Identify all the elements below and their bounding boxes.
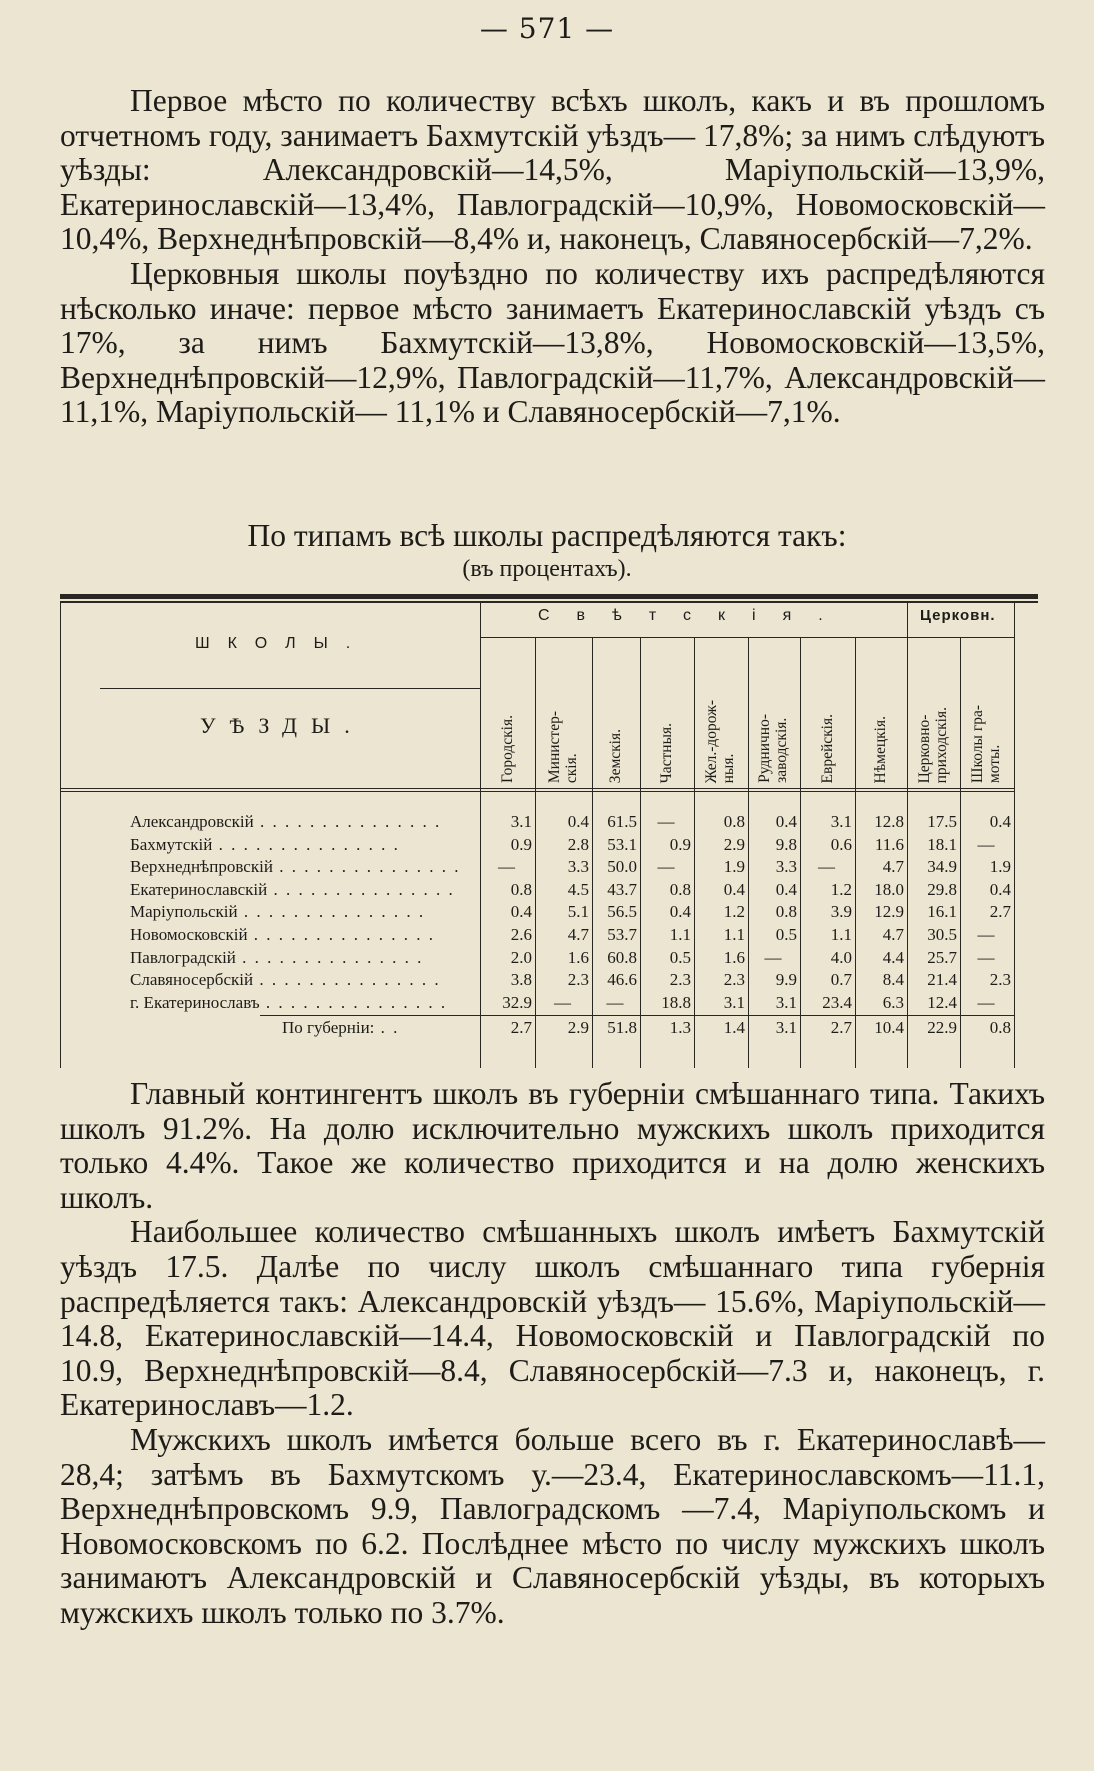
table-cell: 1.6 [723,947,745,967]
leader-dots: . . . . . . . . . . . . . . . [212,834,400,854]
table-cell: 0.6 [830,834,852,854]
leader-dots: . . . . . . . . . . . . . . . [259,992,448,1012]
table-cell: 0.9 [510,834,532,854]
table-cell: — [657,857,675,877]
table-cell: 12.4 [927,992,957,1012]
table-cell: 5.1 [567,902,589,922]
column-header: Земскія. [607,728,624,783]
table-cell: 2.3 [723,970,745,990]
table-cell: 1.2 [830,879,852,899]
header-districts: УѢЗДЫ. [200,713,364,738]
leader-dots: . . . . . . . . . . . . . . . [253,812,442,831]
table-cell: — [554,992,571,1012]
leader-dots: . . . . . . . . . . . . . . . [235,947,424,967]
table-cell: 51.8 [607,1018,637,1037]
row-label: Екатеринославскій [130,879,268,899]
table-cell: 4.4 [882,947,904,967]
table-cell: 6.3 [882,992,904,1012]
column-header: Министер- скія. [545,710,580,783]
total-rule [260,1015,1014,1016]
table-cell: 3.1 [510,812,532,831]
table-cell: 0.9 [669,834,691,854]
table-cell: 4.7 [882,857,904,877]
table-cell: 53.1 [607,834,637,854]
table-cell: 3.3 [567,857,589,877]
table-cell: 0.8 [723,812,745,831]
table-cell: 2.7 [510,1018,532,1037]
table-cell: 2.7 [830,1018,852,1037]
table-cell: 12.9 [874,902,904,922]
table-cell: 2.0 [510,947,532,967]
table-cell: 1.1 [830,925,852,944]
leader-dots: . . [374,1018,400,1037]
table-cell: 1.2 [723,902,745,922]
table-cell: 9.8 [775,834,797,854]
header-schools: ШКОЛЫ. [195,635,369,652]
row-name-cell [282,1017,472,1039]
table-cell: 2.3 [567,970,589,990]
leader-dots: . . . . . . . . . . . . . . . [272,857,461,877]
column-header: Руднично- заводскія. [756,714,790,783]
table-cell: 2.9 [567,1018,589,1037]
table-cell: 16.1 [927,902,957,922]
table-cell: 4.5 [567,879,589,899]
table-cell: 2.3 [669,970,691,990]
leader-dots: . . . . . . . . . . . . . . . [237,902,426,922]
paragraph: Первое мѣсто по количеству всѣхъ школъ, какъ и въ прошломъ отчетномъ году, занимаетъ Бахмутскій уѣздъ— 17,8%; за нимъ слѣдуютъ уѣзды: Александровскій—14,5%, Маріупольскій—13,9%, Екатеринославскій—13,4%, Павлоградскій—10,9%, Новомосковскій—10,4%, Верхнеднѣпровскій—8,4% и, наконецъ, Славяносербскій—7,2%. [60,83,1045,257]
table-cell: 4.7 [882,925,904,944]
table-cell: 1.3 [669,1018,691,1037]
table-subheading: (въ процентахъ). [462,556,632,582]
table-cell: 32.9 [502,992,532,1012]
table-cell: 3.9 [830,902,852,922]
table-cell: 0.8 [989,1018,1011,1037]
row-label: Павлоградскій [130,947,236,967]
table-cell: 43.7 [607,879,637,899]
table-cell: — [977,834,995,854]
table-cell: 2.7 [989,902,1011,922]
table-cell: 18.0 [874,879,904,899]
table-cell: 2.3 [989,970,1011,990]
row-name-cell [130,924,525,946]
table-cell: 60.8 [607,947,637,967]
column-header: Церковно- приходскія. [915,706,950,783]
row-label: Бахмутскій [130,834,213,854]
table-cell: — [818,857,835,877]
row-name-cell [130,992,525,1014]
table-cell: 1.9 [723,857,745,877]
table-cell: 0.4 [775,812,797,831]
table-cell: 21.4 [927,970,957,990]
table-cell: 1.1 [669,925,691,944]
table-cell: 22.9 [927,1018,957,1037]
header-bottom-rule [60,788,1014,789]
table-cell: 0.4 [510,902,532,922]
row-label: г. Екатеринославъ [130,992,260,1012]
table-cell: 0.4 [989,812,1011,831]
table-cell: 10.4 [874,1018,904,1037]
table-cell: 4.7 [567,925,589,944]
table-cell: — [498,857,515,877]
leader-dots: . . . . . . . . . . . . . . . [253,970,441,990]
table-cell: 3.1 [775,1018,797,1037]
table-cell: 1.4 [723,1018,745,1037]
row-label: По губерніи: [282,1018,375,1037]
row-name-cell [130,901,525,923]
table-cell: 61.5 [607,812,637,831]
row-label: Верхнеднѣпровскій [130,857,273,877]
table-cell: 9.9 [775,970,797,990]
row-name-cell [130,947,525,969]
header-divider [100,688,480,689]
column-header: Частныя. [658,722,675,783]
header-bottom-rule [60,791,1014,792]
table-cell: 3.1 [775,992,797,1012]
table-cell: 3.1 [723,992,745,1012]
table-cell: 2.9 [723,834,745,854]
table-cell: 0.8 [510,879,532,899]
table-cell: 0.4 [989,879,1011,899]
table-cell: 0.5 [669,947,691,967]
paragraph: Церковныя школы поуѣздно по количеству ихъ распредѣляются нѣсколько иначе: первое мѣсто занимаетъ Екатеринославскій уѣздъ съ 17%, за нимъ Бахмутскій—13,8%, Новомосковскій—13,5%, Верхнеднѣпровскій—12,9%, Павлоградскій—11,7%, Александровскій—11,1%, Маріупольскій— 11,1% и Славяносербскій—7,1%. [60,255,1045,430]
table-cell: 0.7 [830,970,852,990]
row-name-cell [130,834,525,856]
row-label: Славяносербскій [130,970,254,990]
leader-dots: . . . . . . . . . . . . . . . [267,879,455,899]
table-cell: — [977,992,995,1012]
column-header: Городскія. [498,714,516,783]
table-cell: — [606,992,624,1012]
row-name-cell [130,879,525,901]
table-cell: 0.4 [669,902,691,922]
table-top-rule [60,594,1038,599]
table-cell: 1.1 [723,925,745,944]
column-header: Нѣмецкія. [872,715,889,783]
table-cell: 11.6 [874,834,904,854]
table-cell: 3.3 [775,857,797,877]
table-cell: 46.6 [607,970,637,990]
page-number: — 571 — [479,12,615,45]
table-cell: 0.8 [669,879,691,899]
table-cell: — [764,947,782,967]
column-divider [1014,603,1015,1068]
table-heading: По типамъ всѣ школы распредѣляются такъ: [247,518,847,553]
row-name-cell [130,856,525,878]
paragraph: Наибольшее количество смѣшанныхъ школъ имѣетъ Бахмутскій уѣздъ 17.5. Далѣе по числу школъ смѣшаннаго типа губернія распредѣляется такъ: Александровскій уѣздъ— 15.6%, Маріупольскій—14.8, Екатеринославскій—14.4, Новомосковскій и Павлоградскій по 10.9, Верхнеднѣпровскій—8.4, Славяносербскій—7.3 и, наконецъ, г. Екатеринославъ—1.2. [60,1214,1045,1423]
table-cell: 3.8 [510,970,532,990]
row-label: Маріупольскій [130,902,238,922]
leader-dots: . . . . . . . . . . . . . . . [247,925,436,944]
table-cell: 34.9 [927,857,957,877]
table-cell: — [657,812,675,831]
table-cell: 25.7 [927,947,957,967]
table-cell: — [977,947,995,967]
paragraph: Главный контингентъ школъ въ губерніи смѣшаннаго типа. Такихъ школъ 91.2%. На долю исключительно мужскихъ школъ приходится только 4.4%. Такое же количество приходится и на долю женскихъ школъ. [60,1076,1045,1215]
table-cell: 0.8 [775,902,797,922]
table-cell: 0.4 [567,812,589,831]
table-cell: 29.8 [927,879,957,899]
table-border [60,603,61,1068]
table-cell: 0.5 [775,925,797,944]
table-cell: 2.8 [567,834,589,854]
header-secular: Свѣтскія. [538,607,850,624]
column-header: Жел.-дорож- ныя. [703,699,737,783]
table-cell: 50.0 [607,857,637,877]
table-cell: 1.9 [989,857,1011,877]
table-cell: 23.4 [822,992,852,1012]
row-name-cell [130,811,525,833]
table-cell: 0.4 [775,879,797,899]
table-cell: — [977,925,995,944]
outro-text [60,1077,1045,1631]
table-cell: 0.4 [723,879,745,899]
schools-table [60,603,1038,1068]
table-cell: 17.5 [927,812,957,831]
table-cell: 3.1 [830,812,852,831]
table-cell: 2.6 [510,925,532,944]
row-name-cell [130,969,525,991]
table-cell: 8.4 [882,970,904,990]
paragraph: Мужскихъ школъ имѣется больше всего въ г. Екатеринославѣ—28,4; затѣмъ въ Бахмутскомъ у.—23.4, Екатеринославскомъ—11.1, Верхнеднѣпровскомъ 9.9, Павлоградскомъ —7.4, Маріупольскомъ и Новомосковскомъ по 6.2. Послѣднее мѣсто по числу мужскихъ школъ занимаютъ Александровскій и Славяносербскій уѣзды, въ которыхъ мужскихъ школъ только по 3.7%. [60,1421,1045,1630]
row-label: Новомосковскій [130,925,248,944]
table-cell: 30.5 [927,925,957,944]
table-cell: 18.8 [661,992,691,1012]
table-cell: 56.5 [607,902,637,922]
table-cell: 1.6 [567,947,589,967]
table-cell: 53.7 [607,925,637,944]
header-divider [480,637,1014,638]
header-church: Церковн. [920,607,996,624]
intro-text [60,84,1045,430]
table-cell: 12.8 [874,812,904,831]
table-cell: 18.1 [927,834,957,854]
row-label: Александровскій [130,812,254,831]
column-header: Еврейскія. [818,713,836,783]
column-header: Школы гра- моты. [969,704,1003,783]
table-cell: 4.0 [830,947,852,967]
